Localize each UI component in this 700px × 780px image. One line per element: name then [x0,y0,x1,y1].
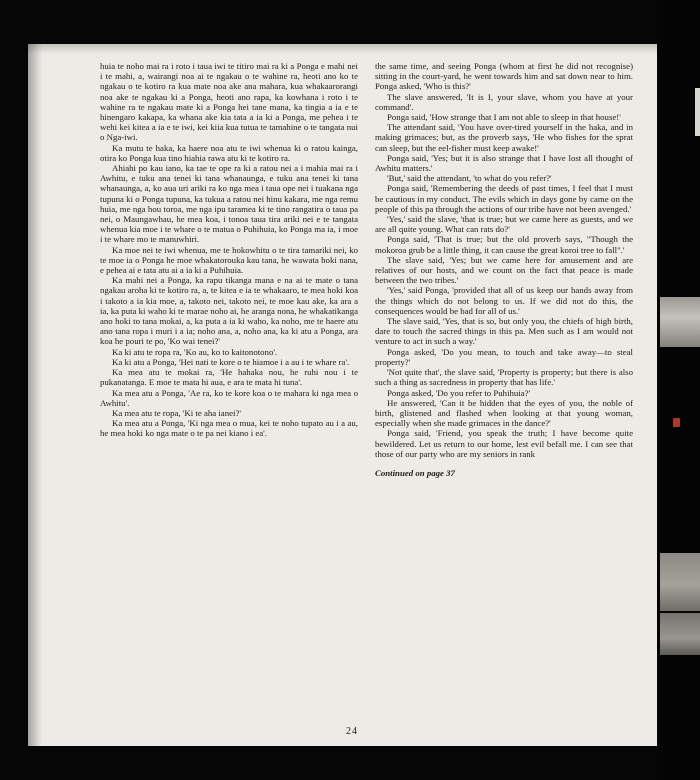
paragraph: He answered, 'Can it be hidden that the eyes of you, the noble of birth, glistened and flashed when looking at that young woman, especially when she made grimaces in the dance?' [375,397,633,429]
paragraph: Ponga said, 'How strange that I am not able to sleep in that house!' [387,112,621,123]
paragraph: Ka ki atu te ropa ra, 'Ko au, ko to kaitonotono'. [112,346,278,357]
continued-note: Continued on page 37 [375,467,455,478]
book-page [28,44,657,746]
red-mark-artifact [673,418,680,427]
photo-fragment [660,613,700,655]
page-number: 24 [346,726,358,737]
paragraph: Ka mea atu te mokai ra, 'He hahaka nou, he ruhi nou i te pukanatanga. E moe te mata hi aua, e ara te mata hi tuna'. [100,367,358,388]
paragraph: Ponga said, 'That is true; but the old proverb says, "Though the mokoroa grub be a little thing, it can cause the great koroi tree to fall".' [375,234,633,255]
adjacent-page-sliver [695,88,700,136]
paragraph: 'But,' said the attendant, 'to what do you refer?' [387,173,552,184]
paragraph: the same time, and seeing Ponga (whom at first he did not recognise) sitting in the court-yard, he went towards him and sat down near to him. Ponga asked, 'Who is this?' [375,61,633,92]
text-column-right [375,61,633,735]
paragraph: Ka mahi nei a Ponga, ka rapu tikanga mana e na ai te mate o tana ngakau aroha ki te kotiro ra, a, te kitea e ia te whakaaro, te mea hoki koa i takoto a ia kia moe, a, takoto nei, takoto nei, te moe kau ake, ka ara a ia, ka puta ki waho ki te marae noho ai, he aranga nona, he whakatikanga ano hoki to tana mokai, a, ka puta a ia ki waho, ka noho, me te haere atu ano tana ropa i muri i a ia; noho ana, a, noho ana, ka ki atu a Ponga, ara koa he pouri te po, 'Ko wai tenei?' [100,275,358,347]
text-columns [100,61,633,735]
paragraph: The slave answered, 'It is I, your slave, whom you have at your command'. [375,91,633,112]
paragraph: Ka ki atu a Ponga, 'Hei nati te kore o te hiamoe i a au i te whare ra'. [112,356,350,367]
paragraph: Ponga said, 'Yes; but it is also strange that I have lost all thought of Awhitu matters.' [375,152,633,174]
paragraph: 'Yes,' said the slave, 'that is true; but we came here as guests, and we are all quite young. What can rats do?' [375,214,633,235]
paragraph: 'Yes,' said Ponga, 'provided that all of us keep our hands away from the things which do not belong to us. If we did not do this, the consequences would be bad for all of us.' [375,285,633,316]
paragraph: The attendant said, 'You have over-tired yourself in the haka, and in making grimaces; but, as the proverb says, 'He who fishes for the sprat can sleep, but the eel-fisher must keep awake!' [375,122,633,153]
photo-fragment [660,553,700,611]
photo-fragment [660,297,700,347]
paragraph: Ponga asked, 'Do you refer to Puhihuia?' [387,387,531,398]
paragraph: Ponga said, 'Remembering the deeds of past times, I feel that I must be cautious in my conduct. The evils which in days gone by came on the people of this pa through the actions of our tribe have not been avenged.' [375,183,633,214]
paragraph: Ka mutu te haka, ka haere noa atu te iwi whenua ki o ratou kainga, otira ko Ponga kua tino hiahia rawa atu ki te kotiro ra. [100,142,358,163]
paragraph: Ka mea atu te ropa, 'Ki te aha ianei?' [112,407,241,418]
paragraph: Ka mea atu a Ponga, 'Ki nga mea o mua, kei te noho tupato au i a au, he mea hoki ko nga mate o te pa nei kiano i ea'. [100,418,358,439]
paragraph: huia te noho mai ra i roto i taua iwi te titiro mai ra ki a Ponga e mahi nei i te mahi, a, wairangi noa ai te ngakau o te wahine ra, heoti ano ko te ngakau o te kotiro ra kua mate noa ake ana mahara, kua whakaarorangi noa ake te ngakau ki a Ponga, heoti ano rapa, ka kowhana i roto i te wahine ra te ngakau mate ki a Ponga hei tane mana, ka tingia a ia e te hinengaro kakapa, ka whana ake kia tata a ia ki a Ponga, me pehea i te wehi kei kitea a ia e te iwi, kei kiia kua tutua te tamahine o te tangata nui o Nga-iwi. [100,61,358,143]
paragraph: Ponga said, 'Friend, you speak the truth; I have become quite bewildered. Let us return to our home, lest evil befall me. I can see that those of our party who are my seniors in rank [375,428,633,459]
paragraph: Ahiahi po kau iano, ka tae te ope ra ki a ratou nei a i mahia mai ra i Awhitu, e tuku ana tenei ki tana whanaunga, e tuku ana tenei ki tana whanaunga, a, ko aua uri ariki ra ko nga mea i taua ope nei i tuakana nga tupuna ki o Ponga tupuna, ka tukua a ratou nei hinu kakara, me nga remu huia, me nga hou toroa, me nga ipu taramea ki te tino rangatira o taua pa nei, o Maungawhau, he mea koa, i tonoa taua tira ariki nei e te tangata whenua kia moe i te whare o te matua o Puhihuia, ko Ponga ma ia, i moe i te whare mo te manuwhiri. [100,163,358,245]
text-column-left [100,61,358,735]
paragraph: The slave said, 'Yes, that is so, but only you, the chiefs of high birth, dare to touch the sacred things in this pa. Men such as I am would not venture to act in such a way.' [375,316,633,347]
paragraph: 'Not quite that', the slave said, 'Property is property; but there is also such a thing as sacredness in property that has life.' [375,367,633,388]
paragraph: Ka moe nei te iwi whenua, me te hokowhitu o te tira tamariki nei, ko te moe ia o Ponga he moe whakatorouka kau tana, he wawata hoki nana, e pehea ai e tata atu ai a ia ki a Puhihuia. [100,244,358,276]
paragraph: Ka mea atu a Ponga, 'Ae ra, ko te kore koa o te mahara ki nga mea o Awhitu'. [100,387,358,408]
paragraph: The slave said, 'Yes; but we came here for amusement and are relatives of our hosts, and we count on the fact that peace is made between the two tribes.' [375,254,633,286]
paragraph: Ponga asked, 'Do you mean, to touch and take away—to steal property?' [375,346,633,367]
scan-right-edge [657,0,700,780]
